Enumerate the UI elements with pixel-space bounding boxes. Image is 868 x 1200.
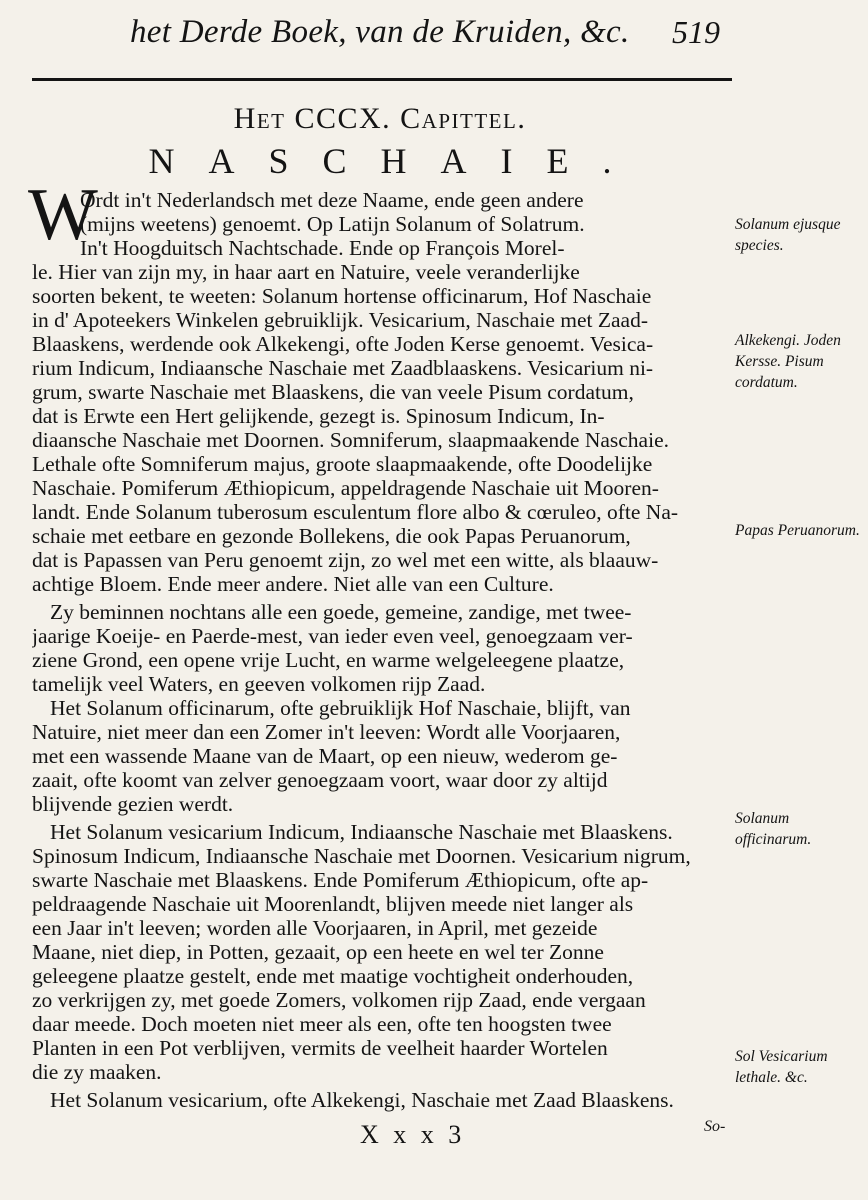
- text-line: die zy maaken.: [32, 1060, 162, 1084]
- text-line: Het Solanum officinarum, ofte gebruiklijk Hof Naschaie, blijft, van: [50, 696, 631, 720]
- text-line: zo verkrijgen zy, met goede Zomers, volkomen rijp Zaad, ende vergaan: [32, 988, 646, 1012]
- text-line: In't Hoogduitsch Nachtschade. Ende op François Morel-: [80, 236, 565, 260]
- text-line: achtige Bloem. Ende meer andere. Niet alle van een Culture.: [32, 572, 554, 596]
- text-line: zaait, ofte koomt van zelver genoegzaam voort, waar door zy altijd: [32, 768, 608, 792]
- margin-note: Solanum officinarum.: [735, 810, 812, 848]
- margin-note: Solanum ejusque species.: [735, 216, 841, 254]
- signature-mark: X x x 3: [360, 1120, 466, 1149]
- text-line: soorten bekent, te weeten: Solanum hortense officinarum, Hof Naschaie: [32, 284, 652, 308]
- text-line: tamelijk veel Waters, en geeven volkomen rijp Zaad.: [32, 672, 486, 696]
- running-head: het Derde Boek, van de Kruiden, &c.: [130, 14, 630, 50]
- text-line: met een wassende Maane van de Maart, op een nieuw, wederom ge-: [32, 744, 618, 768]
- text-line: Planten in een Pot verblijven, vermits de veelheit haarder Wortelen: [32, 1036, 608, 1060]
- margin-note: Alkekengi. Joden Kersse. Pisum cordatum.: [735, 332, 841, 391]
- text-line: rium Indicum, Indiaansche Naschaie met Zaadblaaskens. Vesicarium ni-: [32, 356, 654, 380]
- text-line: Lethale ofte Somniferum majus, groote slaapmaakende, ofte Doodelijke: [32, 452, 653, 476]
- text-line: daar meede. Doch moeten niet meer als een, ofte ten hoogsten twee: [32, 1012, 612, 1036]
- text-line: landt. Ende Solanum tuberosum esculentum flore albo & cœruleo, ofte Na-: [32, 500, 679, 524]
- chapter-heading: Het CCCX. Capittel.: [233, 102, 527, 135]
- text-line: in d' Apoteekers Winkelen gebruiklijk. Vesicarium, Naschaie met Zaad-: [32, 308, 648, 332]
- text-line: Het Solanum vesicarium, ofte Alkekengi, Naschaie met Zaad Blaaskens.: [50, 1088, 674, 1112]
- text-line: (mijns weetens) genoemt. Op Latijn Solanum of Solatrum.: [80, 212, 585, 236]
- text-line: blijvende gezien werdt.: [32, 792, 234, 816]
- header-rule: [32, 78, 732, 81]
- text-line: Spinosum Indicum, Indiaansche Naschaie met Doornen. Vesicarium nigrum,: [32, 844, 691, 868]
- text-line: Blaaskens, werdende ook Alkekengi, ofte Joden Kerse genoemt. Vesica-: [32, 332, 654, 356]
- text-line: ziene Grond, een opene vrije Lucht, en warme welgeleegene plaatze,: [32, 648, 625, 672]
- text-line: jaarige Koeije- en Paerde-mest, van ieder even veel, genoegzaam ver-: [32, 624, 633, 648]
- text-line: een Jaar in't leeven; worden alle Voorjaaren, in April, met gezeide: [32, 916, 598, 940]
- text-line: Ordt in't Nederlandsch met deze Naame, ende geen andere: [80, 188, 584, 212]
- chapter-title: NASCHAIE.: [148, 141, 646, 181]
- text-line: swarte Naschaie met Blaaskens. Ende Pomiferum Æthiopicum, ofte ap-: [32, 868, 649, 892]
- drop-cap: W: [28, 174, 98, 256]
- text-line: Natuire, niet meer dan een Zomer in't leeven: Wordt alle Voorjaaren,: [32, 720, 621, 744]
- catchword: So-: [704, 1118, 726, 1135]
- text-line: Zy beminnen nochtans alle een goede, gemeine, zandige, met twee-: [50, 600, 632, 624]
- text-line: grum, swarte Naschaie met Blaaskens, die van veele Pisum cordatum,: [32, 380, 634, 404]
- text-line: Naschaie. Pomiferum Æthiopicum, appeldragende Naschaie uit Mooren-: [32, 476, 659, 500]
- margin-note: Papas Peruanorum.: [735, 522, 860, 539]
- margin-note: Sol Vesicarium lethale. &c.: [735, 1048, 828, 1086]
- text-line: Maane, niet diep, in Potten, gezaait, op een heete en wel ter Zonne: [32, 940, 604, 964]
- text-line: peldraagende Naschaie uit Moorenlandt, blijven meede niet langer als: [32, 892, 634, 916]
- text-line: geleegene plaatze gestelt, ende met maatige vochtigheit onderhouden,: [32, 964, 634, 988]
- page-number: 519: [672, 14, 720, 50]
- text-line: dat is Erwte een Hert gelijkende, gezegt is. Spinosum Indicum, In-: [32, 404, 605, 428]
- text-line: dat is Papassen van Peru genoemt zijn, zo wel met een witte, als blaauw-: [32, 548, 659, 572]
- text-line: schaie met eetbare en gezonde Bollekens, die ook Papas Peruanorum,: [32, 524, 631, 548]
- text-line: Het Solanum vesicarium Indicum, Indiaansche Naschaie met Blaaskens.: [50, 820, 673, 844]
- text-line: le. Hier van zijn my, in haar aart en Natuire, veele veranderlijke: [32, 260, 580, 284]
- text-line: diaansche Naschaie met Doornen. Somniferum, slaapmaakende Naschaie.: [32, 428, 669, 452]
